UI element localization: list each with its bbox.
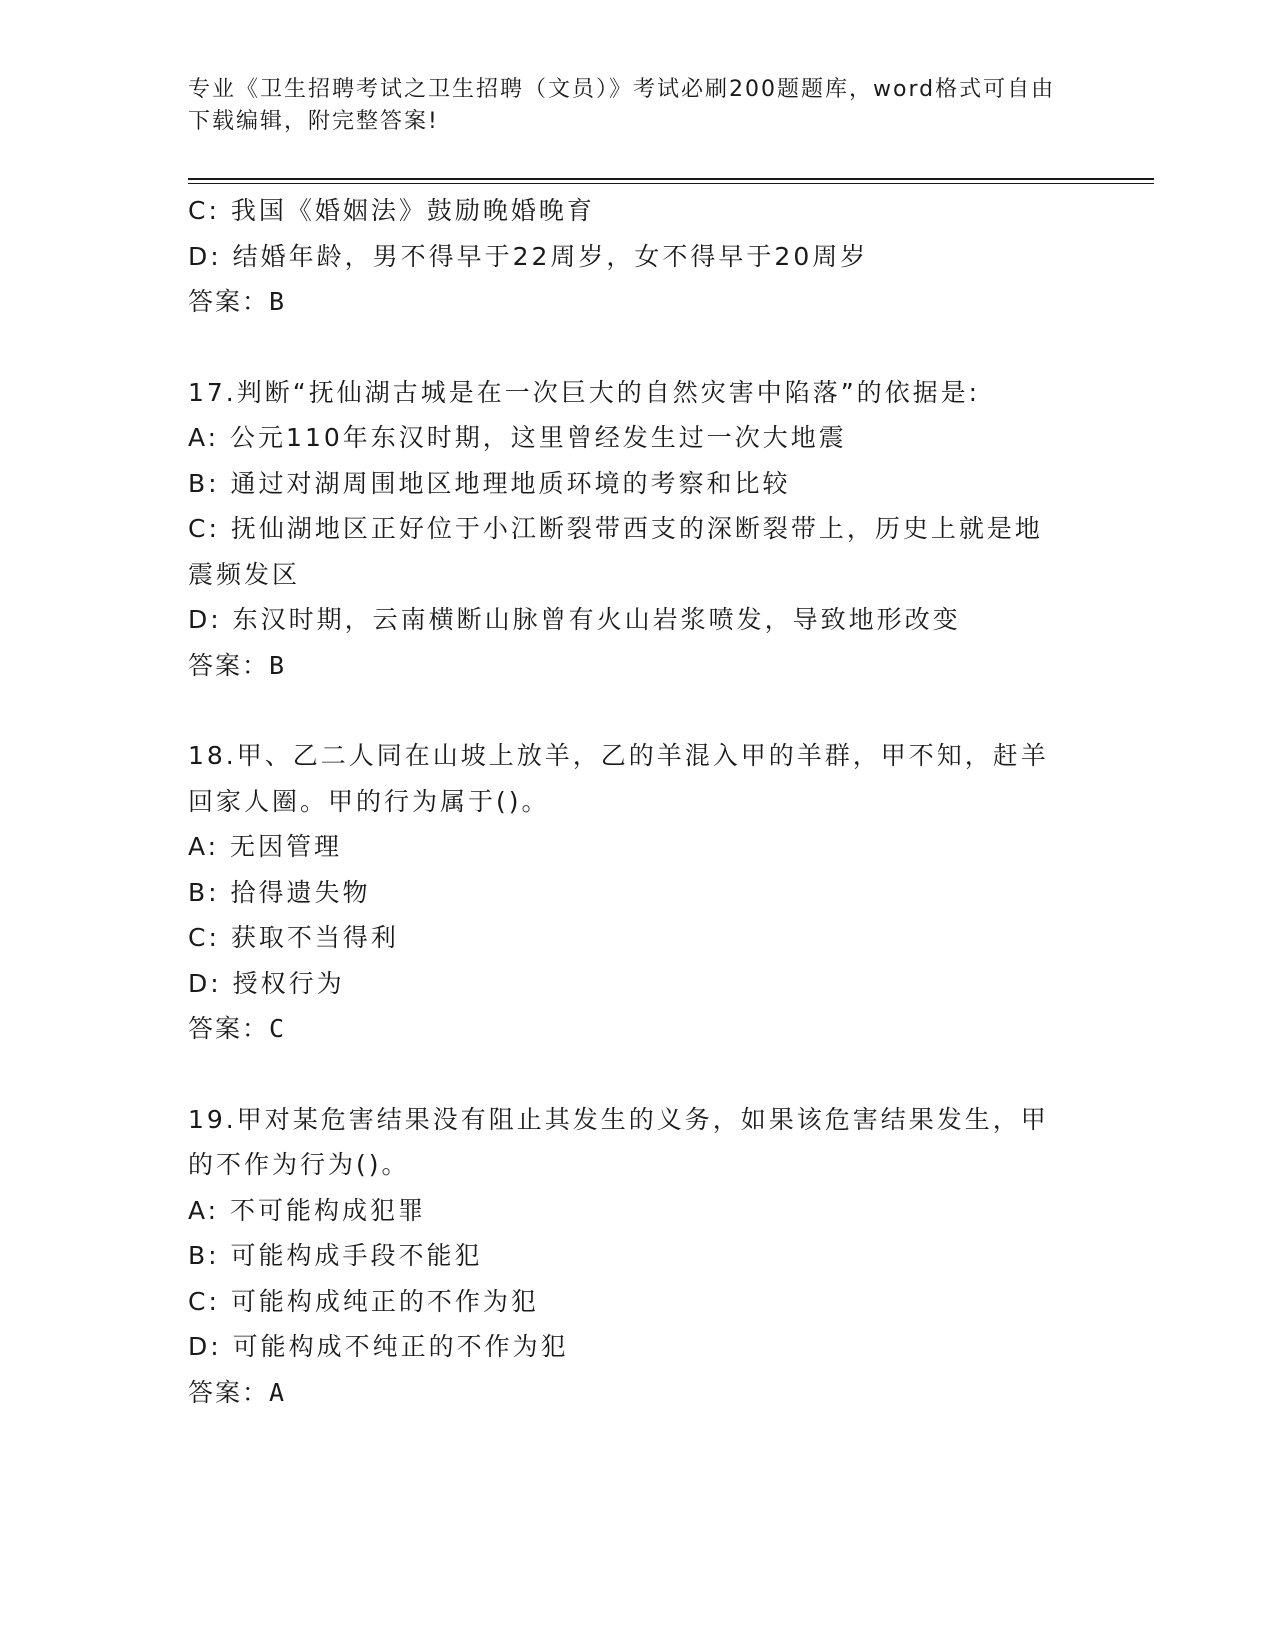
option-a: A: 公元110年东汉时期，这里曾经发生过一次大地震	[188, 423, 847, 452]
option-b: B: 拾得遗失物	[188, 877, 371, 907]
document-header: 专业《卫生招聘考试之卫生招聘（文员）》考试必刷200题题库，word格式可自由下载编辑，附完整答案!	[188, 77, 1056, 134]
question-stem: 17.判断“抚仙湖古城是在一次巨大的自然灾害中陷落”的依据是:	[188, 377, 981, 407]
answer-value: B	[269, 650, 287, 680]
answer-line	[188, 643, 1068, 689]
question-17	[188, 370, 1068, 689]
option-d: D: 东汉时期，云南横断山脉曾有火山岩浆喷发，导致地形改变	[188, 605, 961, 634]
answer-label: 答案：	[188, 1377, 270, 1407]
option-c: C: 可能构成纯正的不作为犯	[188, 1286, 539, 1316]
option-c: C: 抚仙湖地区正好位于小江断裂带西支的深断裂带上，历史上就是地震频发区	[188, 514, 1043, 589]
answer-value: C	[269, 1014, 287, 1043]
answer-label: 答案：	[188, 1014, 270, 1043]
answer-label: 答案：	[188, 650, 270, 680]
answer-line	[188, 279, 1068, 325]
answer-line	[188, 1370, 1068, 1416]
option-b: B: 通过对湖周围地区地理地质环境的考察和比较	[188, 468, 791, 498]
option-a: A: 不可能构成犯罪	[188, 1195, 427, 1225]
answer-line	[188, 1006, 1068, 1052]
header-divider-thick	[188, 178, 1154, 180]
question-19	[188, 1097, 1068, 1416]
option-d: D: 授权行为	[188, 968, 345, 998]
answer-label: 答案：	[188, 287, 270, 316]
option-c: C: 获取不当得利	[188, 923, 399, 952]
option-a: A: 无因管理	[188, 832, 343, 861]
question-continued	[188, 188, 1068, 325]
option-d: D: 可能构成不纯正的不作为犯	[188, 1332, 569, 1361]
header-divider-thin	[188, 183, 1154, 184]
question-stem: 19.甲对某危害结果没有阻止其发生的义务，如果该危害结果发生，甲的不作为行为()。	[188, 1104, 1049, 1179]
question-stem: 18.甲、乙二人同在山坡上放羊，乙的羊混入甲的羊群，甲不知，赶羊回家人圈。甲的行为属于()。	[188, 741, 1049, 816]
option-d: D: 结婚年龄，男不得早于22周岁，女不得早于20周岁	[188, 241, 869, 271]
option-b: B: 可能构成手段不能犯	[188, 1241, 483, 1270]
question-18	[188, 733, 1068, 1052]
option-c: C: 我国《婚姻法》鼓励晚婚晚育	[188, 196, 595, 225]
answer-value: B	[269, 287, 287, 316]
question-list	[188, 188, 1068, 1415]
answer-value: A	[269, 1377, 287, 1407]
